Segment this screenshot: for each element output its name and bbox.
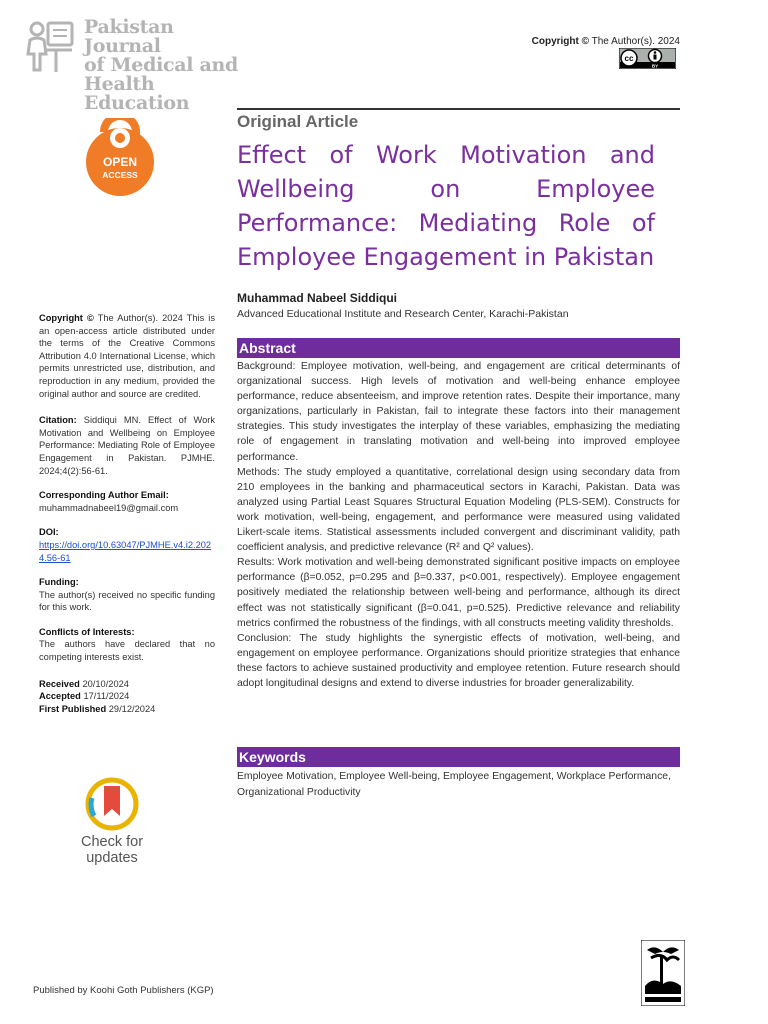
- copyright-header: [532, 36, 680, 47]
- copyright-label: Copyright ©: [531, 36, 589, 47]
- sidebar-copyright-label: Copyright ©: [39, 313, 94, 323]
- open-access-logo: [80, 118, 160, 198]
- abstract-heading: Abstract: [237, 338, 680, 358]
- email-label: Corresponding Author Email:: [39, 490, 169, 501]
- doi-label: DOI:: [39, 527, 59, 538]
- citation-label: Citation:: [39, 415, 77, 426]
- sidebar-citation: [39, 414, 215, 477]
- article-info-sidebar: [39, 312, 215, 715]
- author-name: Muhammad Nabeel Siddiqui: [237, 291, 398, 305]
- accepted-date: Accepted 17/11/2024: [39, 691, 130, 702]
- funding-label: Funding:: [39, 577, 79, 588]
- journal-emblem-icon: [26, 20, 78, 74]
- copyright-text: The Author(s). 2024: [591, 36, 680, 47]
- email-link[interactable]: muhammadnabeel19@gmail.com: [39, 502, 179, 513]
- article-title: Effect of Work Motivation and Wellbeing on Employee Performance: Mediating Role of Employee Engagement in Pakistan: [237, 141, 655, 271]
- publisher-footer: Published by Koohi Goth Publishers (KGP): [33, 985, 214, 996]
- abstract-background: Background: Employee motivation, well-being, and engagement are critical determinants of organizational success. High levels of motivation and well-being enhance employee performance, reduce absenteeism, and improve retention rates. Despite their importance, many organizations, particularly in Pakistan, fail to integrate these factors into their management strategies. This study investigates the interplay of these variables, emphasizing the mediating role of engagement in translating motivation and well-being into improved employee performance.: [237, 361, 680, 463]
- journal-name-line: Pakistan Journal: [84, 16, 174, 57]
- publisher-logo-icon: [641, 940, 685, 1006]
- author-affiliation: Advanced Educational Institute and Research Center, Karachi-Pakistan: [237, 308, 569, 320]
- check-updates-line2: updates: [86, 850, 138, 866]
- abstract-methods: Methods: The study employed a quantitative, correlational design using secondary data from 210 employees in the banking and pharmaceutical sectors in Karachi, Pakistan. Data was analyzed using Partial Least Squares Structural Equation Modeling (PLS-SEM). Constructs for work motivation, well-being, engagement, and performance were measured using validated Likert-scale items. Statistical assessments included convergent and discriminant validity, path coefficient analysis, and predictive relevance (R² and Q² values).: [237, 466, 680, 554]
- check-for-updates-button[interactable]: [74, 776, 150, 871]
- abstract-body: [237, 359, 680, 691]
- citation-text: Siddiqui MN. Effect of Work Motivation and Wellbeing on Employee Performance: Mediating Role of Employee Engagement in Pakistan. PJMHE. 2024;4(2):56-61.: [39, 415, 215, 476]
- conflicts-label: Conflicts of Interests:: [39, 626, 135, 637]
- check-updates-label: [74, 834, 150, 866]
- svg-text:cc: cc: [624, 54, 634, 63]
- conflicts-text: The authors have declared that no competing interests exist.: [39, 639, 215, 663]
- keywords-text: Employee Motivation, Employee Well-being, Employee Engagement, Workplace Performance, Organizational Productivity: [237, 771, 671, 798]
- journal-name: [84, 18, 256, 113]
- cc-by-license-icon[interactable]: [619, 48, 676, 69]
- journal-name-line: of Medical and: [84, 54, 239, 76]
- check-updates-line1: Check for: [80, 834, 144, 850]
- doi-link[interactable]: https://doi.org/10.63047/PJMHE.v4.i2.2024.56-61: [39, 539, 212, 563]
- abstract-conclusion: Conclusion: The study highlights the synergistic effects of motivation, well-being, and engagement on employee performance. Organizations should prioritize strategies that enhance these factors to achieve sustained productivity and employee retention. Future research should adopt longitudinal designs and extend to diverse industries for broader generalizability.: [237, 632, 680, 689]
- article-type: Original Article: [237, 112, 359, 131]
- check-updates-icon: [84, 776, 140, 832]
- svg-text:BY: BY: [651, 63, 659, 69]
- article-dates: [39, 678, 215, 716]
- published-date: First Published 29/12/2024: [39, 703, 156, 714]
- funding-text: The author(s) received no specific funding for this work.: [39, 589, 215, 613]
- sidebar-copyright: [39, 312, 215, 400]
- keywords-heading: Keywords: [237, 747, 680, 767]
- open-access-line1: OPEN: [102, 155, 138, 169]
- received-date: Received 20/10/2024: [39, 678, 129, 689]
- sidebar-copyright-text: The Author(s). 2024 This is an open-access article distributed under the terms of the Creative Commons Attribution 4.0 International License, which permits unrestricted use, distribution, and reproduction in any medium, provided the original author and source are credited.: [39, 313, 215, 399]
- journal-logo: [26, 16, 256, 114]
- journal-name-line: Health Education: [84, 73, 190, 114]
- abstract-results: Results: Work motivation and well-being demonstrated significant positive impacts on employee performance (β=0.052, p=0.295 and β=0.337, p<0.001, respectively). Employee engagement positively mediated the relationship between well-being and performance, although its direct effect was not statistically significant (β=0.041, p=0.525). Predictive relevance and reliability metrics confirmed the robustness of the findings, with all constructs meeting validity thresholds.: [237, 557, 680, 629]
- header-divider: [237, 108, 680, 110]
- open-access-line2: ACCESS: [102, 170, 138, 180]
